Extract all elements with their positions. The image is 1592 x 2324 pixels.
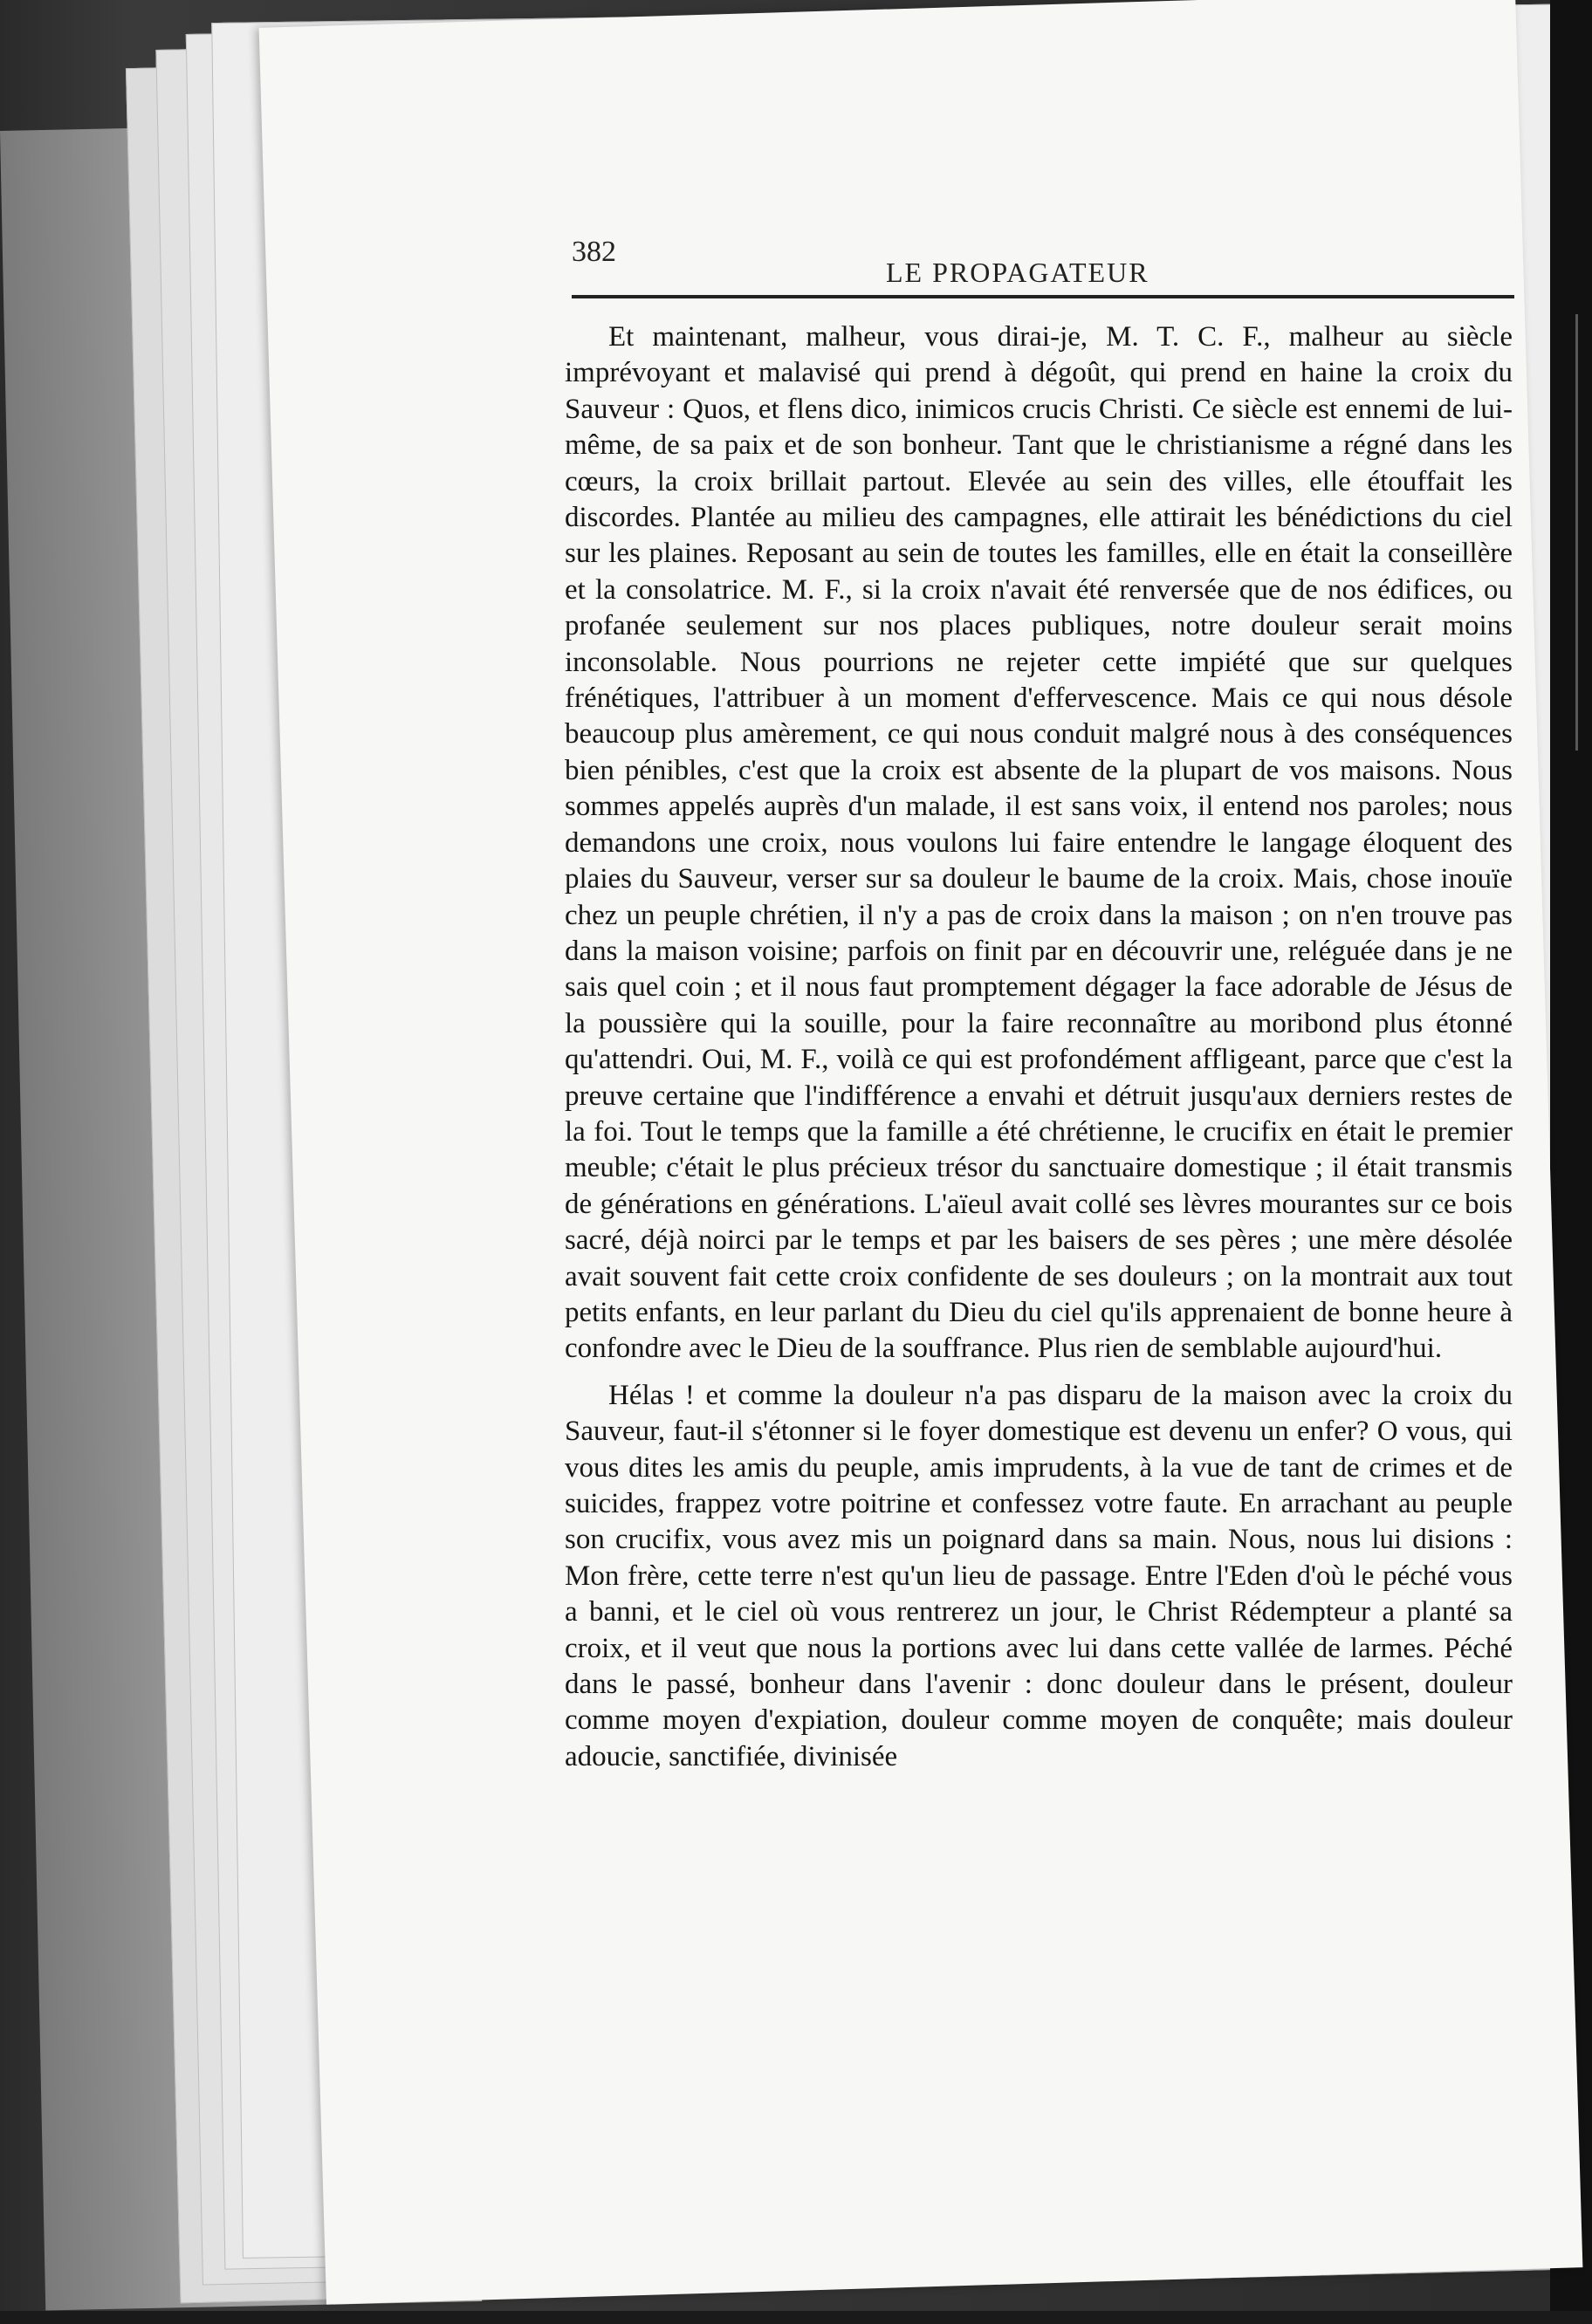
page-header (572, 222, 1511, 291)
book-page (259, 0, 1583, 2305)
running-title: LE PROPAGATEUR (886, 257, 1149, 288)
paragraph: Et maintenant, malheur, vous dirai-je, M. T. C. F., malheur au siècle imprévoyant et malavisé qui prend à dégoût, qui prend en haine la croix du Sauveur : Quos, et flens dico, inimicos crucis Christi. Ce siècle est ennemi de lui-même, de sa paix et de son bonheur. Tant que le christianisme a régné dans les cœurs, la croix brillait partout. Elevée au sein des villes, elle étouffait les discordes. Plantée au milieu des campagnes, elle attirait les bénédictions du ciel sur les plaines. Reposant au sein de toutes les familles, elle en était la conseillère et la consolatrice. M. F., si la croix n'avait été renversée que de nos édifices, ou profanée seulement sur nos places publiques, notre douleur serait moins inconsolable. Nous pourrions ne rejeter cette impiété que sur quelques frénétiques, l'attribuer à un moment d'effervescence. Mais ce qui nous désole beaucoup plus amèrement, ce qui nous conduit malgré nous à des conséquences bien pénibles, c'est que la croix est absente de la plupart de vos maisons. Nous sommes appelés auprès d'un malade, il est sans voix, il entend nos paroles; nous demandons une croix, nous voulons lui faire entendre le langage éloquent des plaies du Sauveur, verser sur sa douleur le baume de la croix. Mais, chose inouïe chez un peuple chrétien, il n'y a pas de croix dans la maison ; on n'en trouve pas dans la maison voisine; parfois on finit par en découvrir une, reléguée dans je ne sais quel coin ; et il nous faut promptement dégager la face adorable de Jésus de la poussière qui la souille, pour la faire reconnaître au moribond plus étonné qu'attendri. Oui, M. F., voilà ce qui est profondément affligeant, parce que c'est la preuve certaine que l'indifférence a envahi et détruit jusqu'aux derniers restes de la foi. Tout le temps que la famille a été chrétienne, le crucifix en était le premier meuble; c'était le plus précieux trésor du sanctuaire domestique ; il était transmis de générations en générations. L'aïeul avait collé ses lèvres mourantes sur ce bois sacré, déjà noirci par le temps et par les baisers de ses pères ; une mère désolée avait souvent fait cette croix confidente de ses douleurs ; on la montrait aux tout petits enfants, en leur parlant du Dieu du ciel qu'ils apprenaient de bonne heure à confondre avec le Dieu de la souffrance. Plus rien de semblable aujourd'hui. (565, 321, 1513, 1365)
opposite-page-edge (1575, 314, 1585, 751)
page-content (292, 9, 1549, 2286)
header-rule (572, 295, 1514, 298)
paragraph: Hélas ! et comme la douleur n'a pas disparu de la maison avec la croix du Sauveur, faut-il s'étonner si le foyer domestique est devenu un enfer? O vous, qui vous dites les amis du peuple, amis imprudents, à la vue de tant de crimes et de suicides, frappez votre poitrine et confessez votre faute. En arrachant au peuple son crucifix, vous avez mis un poignard dans sa main. Nous, nous lui disions : Mon frère, cette terre n'est qu'un lieu de passage. Entre l'Eden d'où le péché vous a banni, et le ciel où vous rentrerez un jour, le Christ Rédempteur a planté sa croix, et il veut que nous la portions avec lui dans cette vallée de larmes. Péché dans le passé, bonheur dans l'avenir : donc douleur dans le présent, douleur comme moyen d'expiation, douleur comme moyen de conquête; mais douleur adoucie, sanctifiée, divinisée (565, 1379, 1513, 1772)
page-number: 382 (572, 236, 616, 268)
body-text (565, 319, 1513, 1786)
